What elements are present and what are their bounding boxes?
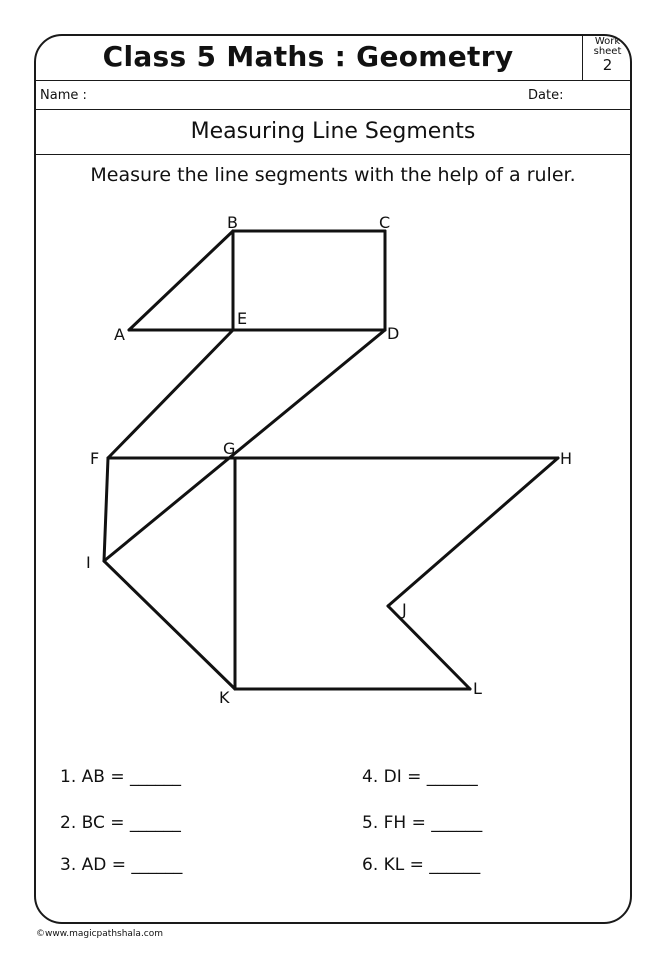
point-label-f: F <box>90 449 100 468</box>
worksheet-label-2: sheet <box>593 46 622 57</box>
point-label-b: B <box>227 213 238 232</box>
segment-ef <box>108 330 236 458</box>
question-4: 4. DI = ______ <box>362 767 478 787</box>
point-label-e: E <box>237 309 248 328</box>
name-label: Name : <box>40 88 87 103</box>
point-label-g: G <box>223 439 236 458</box>
section-title: Measuring Line Segments <box>34 110 632 155</box>
segment-fi <box>104 458 108 561</box>
question-2: 2. BC = ______ <box>60 813 181 833</box>
point-label-k: K <box>219 688 230 707</box>
segment-ab <box>129 231 233 330</box>
question-1: 1. AB = ______ <box>60 767 181 787</box>
worksheet-label-1: Work <box>594 36 621 47</box>
question-3: 3. AD = ______ <box>60 855 183 875</box>
worksheet-title: Class 5 Maths : Geometry <box>102 40 514 73</box>
question-6: 6. KL = ______ <box>362 855 481 875</box>
line-segments <box>104 231 558 689</box>
segment-hj <box>388 458 558 606</box>
question-5: 5. FH = ______ <box>362 813 483 833</box>
copyright-footer: ©www.magicpathshala.com <box>36 929 164 939</box>
point-labels <box>86 213 572 707</box>
instruction-text: Measure the line segments with the help of a ruler. <box>90 164 576 186</box>
point-label-h: H <box>560 449 573 468</box>
point-label-l: L <box>473 679 482 698</box>
point-label-d: D <box>387 324 400 343</box>
worksheet-number: 2 <box>602 56 613 74</box>
segment-jl <box>388 606 470 689</box>
segment-ik <box>104 561 235 689</box>
segment-di <box>104 330 385 561</box>
point-label-i: I <box>86 553 91 572</box>
point-label-c: C <box>379 213 391 232</box>
point-label-a: A <box>114 325 125 344</box>
date-label: Date: <box>528 88 564 103</box>
point-label-j: J <box>402 600 407 619</box>
